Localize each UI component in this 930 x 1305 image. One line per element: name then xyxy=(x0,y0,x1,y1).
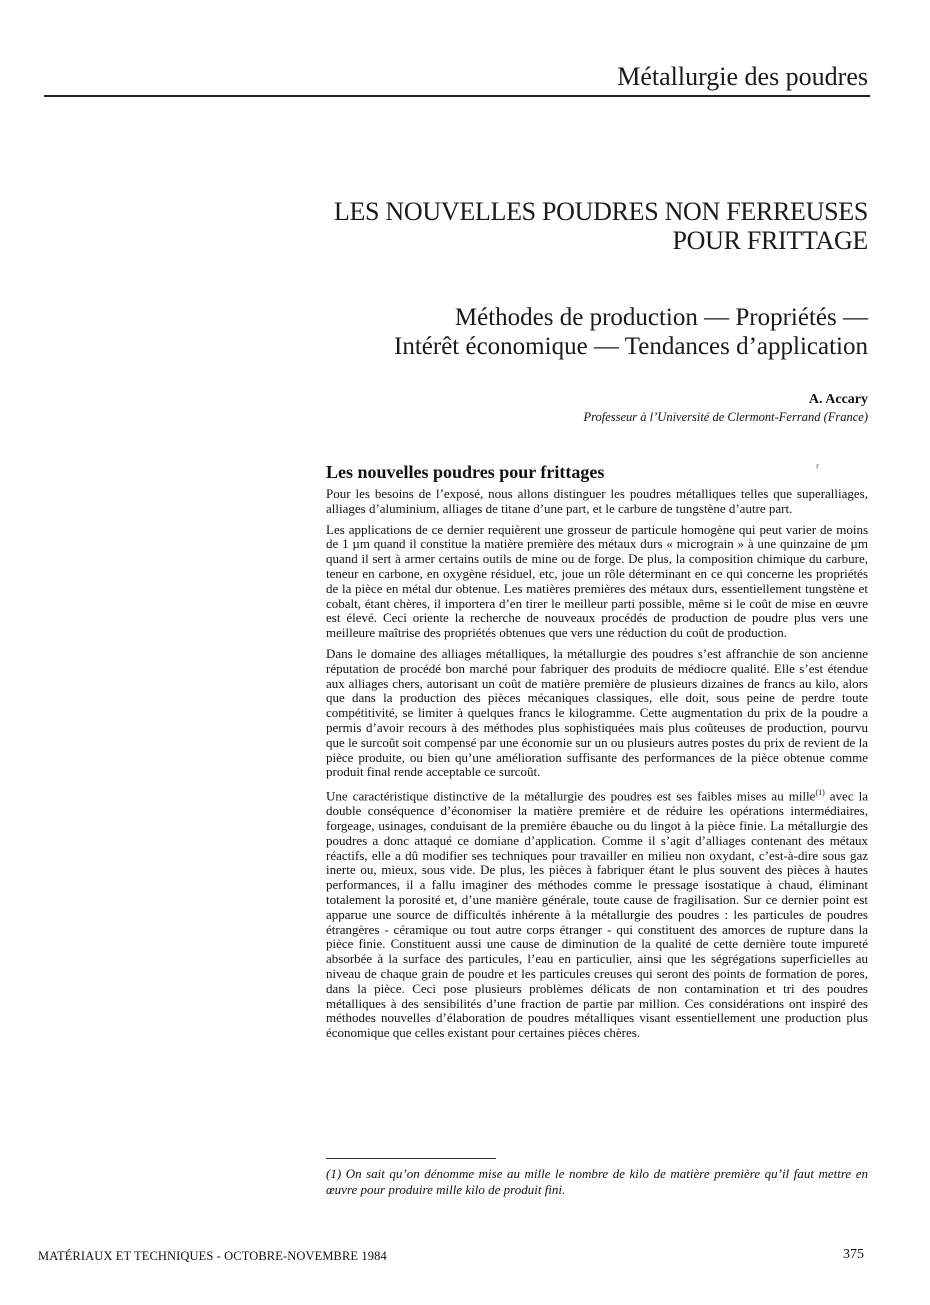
footnote-rule xyxy=(326,1158,496,1159)
stray-mark: ʳ xyxy=(816,460,819,475)
section-heading: Les nouvelles poudres pour frittages xyxy=(326,462,605,482)
header-rule xyxy=(44,95,870,97)
journal-footer: MATÉRIAUX ET TECHNIQUES - OCTOBRE-NOVEMBRE 1984 xyxy=(38,1249,387,1263)
author-name: A. Accary xyxy=(808,392,868,407)
article-title xyxy=(168,197,868,255)
title-line-1: LES NOUVELLES POUDRES NON FERREUSES xyxy=(333,197,868,226)
paragraph-4 xyxy=(326,786,868,1041)
body-text xyxy=(326,487,868,1047)
paragraph-2: Les applications de ce dernier requièrent une grosseur de particule homogène qui peut varier de moins de 1 µm quand il constitue la matière première des métaux durs « micrograin » à une quinzaine de µm quand il sert à armer certains outils de mine ou de forge. De plus, la composition chimique du carbure, teneur en carbone, en oxygène résiduel, etc, joue un rôle déterminant en ce qui concerne les propriétés de la pièce en métal dur obtenue. Les matières premières des métaux durs, essentiellement tungstène et cobalt, étant chères, il importera d’en tirer le meilleur parti possible, même si le coût de mise en œuvre est élevé. Ceci oriente la recherche de nouveaux procédés de production de poudre plus vers une meilleure maîtrise des propriétés obtenues que vers une réduction du coût de production. xyxy=(326,521,868,641)
footnote: (1) On sait qu’on dénomme mise au mille le nombre de kilo de matière première qu’il faut mettre en œuvre pour produire mille kilo de produit fini. xyxy=(326,1166,868,1197)
paragraph-3: Dans le domaine des alliages métalliques, la métallurgie des poudres s’est affranchie de son ancienne réputation de procédé bon marché pour fabriquer des produits de médiocre qualité. Elle s’est étendue aux alliages chers, autorisant un coût de matière première de plusieurs dizaines de francs au kilo, alors que dans la production des pièces mécaniques classiques, elle doit, sous peine de perdre toute compétitivité, se limiter à quelques francs le kilogramme. Cette augmentation du prix de la poudre a permis d’avoir recours à des méthodes plus sophistiquées mais plus coûteuses de production, pourvu que le surcoût soit compensé par une économie sur un ou plusieurs autres postes du prix de revient de la pièce produite, ou bien qu’une amélioration suffisante des performances de la pièce obtenue comme produit final rende acceptable ce surcoût. xyxy=(326,645,868,780)
author-affiliation: Professeur à l’Université de Clermont-Ferrand (France) xyxy=(583,410,868,424)
title-line-2: POUR FRITTAGE xyxy=(672,226,868,255)
running-head: Métallurgie des poudres xyxy=(617,62,868,91)
article-subtitle xyxy=(168,303,868,361)
paragraph-1: Pour les besoins de l’exposé, nous allons distinguer les poudres métalliques telles que superalliages, alliages d’aluminium, alliages de titane d’une part, et le carbure de tungstène d’autre part. xyxy=(326,486,868,516)
subtitle-line-2: Intérêt économique — Tendances d’application xyxy=(394,333,868,360)
footnote-reference: (1) xyxy=(815,788,825,798)
subtitle-line-1: Méthodes de production — Propriétés — xyxy=(454,304,868,331)
page-number: 375 xyxy=(843,1247,864,1262)
paragraph-4-start: Une caractéristique distinctive de la métallurgie des poudres est ses faibles mises au mille xyxy=(326,788,816,804)
paragraph-4-rest: avec la double conséquence d’économiser la matière première et de réduire les opérations intermédiaires, forgeage, usinages, conduisant de la première ébauche ou du lingot à la pièce finie. La métallurgie des poudres a donc attaqué ce domiane d’application. Comme il s’agit d’alliages contenant des métaux réactifs, elle a dû modifier ses techniques pour travailler en milieu non oxydant, c’est-à-dire sous gaz inerte ou, mieux, sous vide. De plus, les pièces à fabriquer étant le plus souvent des pièces à hautes performances, il a fallu imaginer des méthodes comme le pressage isostatique à chaud, éliminant totalement la porosité et, d’une manière générale, toute cause de fragilisation. Sur ce dernier point est apparue une source de difficultés inhérente à la métallurgie des poudres : les particules de poudres étrangères - céramique ou tout autre corps étranger - qui constituent des amorces de rupture dans la pièce finie. Constituent aussi une cause de diminution de la qualité de cette dernière toute impureté absorbée à la surface des particules, l’eau en particulier, ainsi que les ségrégations superficielles au niveau de chaque grain de poudre et les particules creuses qui seront des points de formation de pores, dans la pièce. Ceci pose plusieurs problèmes délicats de non contamination et tri des poudres métalliques à des sensibilités d’une fraction de partie par million. Ces considérations ont inspiré des méthodes nouvelles d’élaboration de poudres métalliques visant essentiellement une production plus économique que celles existant pour certaines pièces chères. xyxy=(326,788,868,1041)
